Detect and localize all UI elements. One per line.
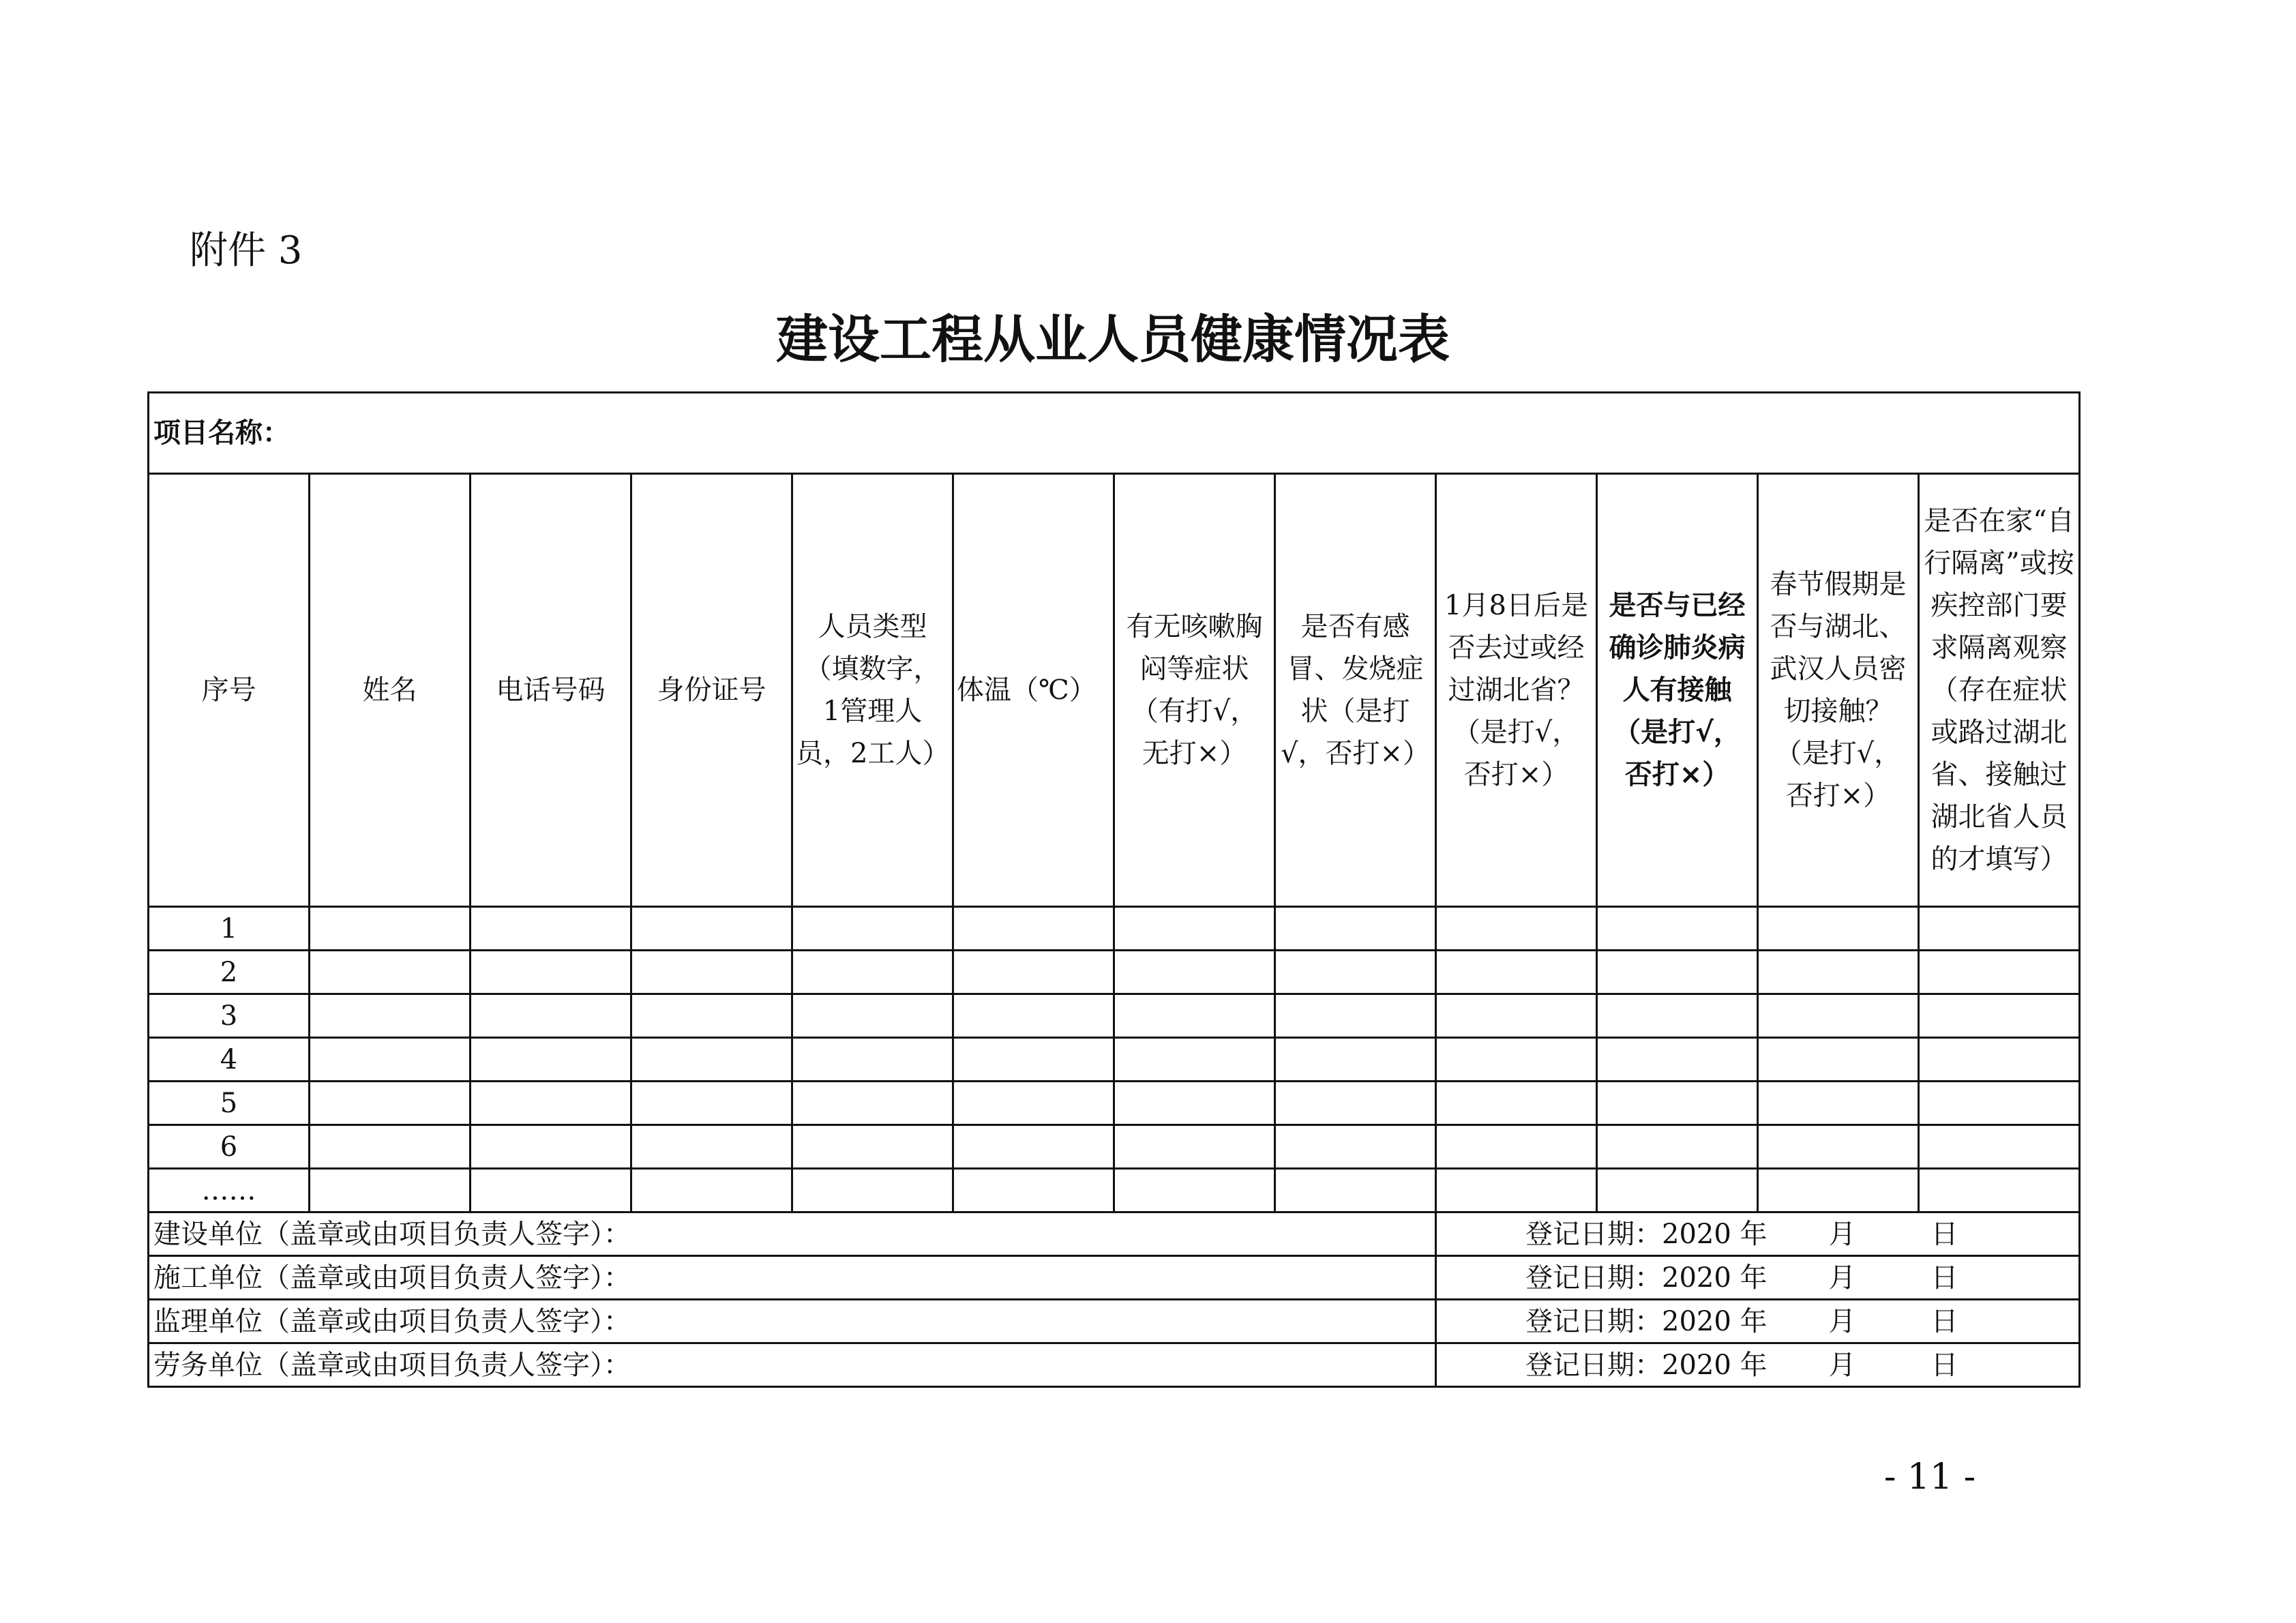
date-label: 登记日期：2020 年	[1525, 1218, 1768, 1250]
table-row	[149, 1038, 2080, 1082]
cell[interactable]	[310, 994, 471, 1038]
cell[interactable]	[310, 1082, 471, 1125]
cell[interactable]	[953, 1169, 1114, 1212]
cell[interactable]	[1114, 1125, 1275, 1169]
health-form-table	[147, 391, 2081, 1388]
cell[interactable]	[1597, 907, 1758, 951]
header-hubei-travel: 1月8日后是否去过或经过湖北省？（是打√，否打×）	[1436, 474, 1597, 907]
cell[interactable]	[953, 1125, 1114, 1169]
header-name: 姓名	[310, 474, 471, 907]
cell[interactable]	[1758, 1169, 1919, 1212]
cell[interactable]	[1436, 951, 1597, 994]
cell[interactable]	[471, 1169, 631, 1212]
date-month: 月	[1828, 1262, 1856, 1294]
header-temperature: 体温（℃）	[953, 474, 1114, 907]
cell[interactable]	[1114, 994, 1275, 1038]
table-row	[149, 951, 2080, 994]
cell[interactable]	[1758, 1125, 1919, 1169]
cell[interactable]	[1275, 994, 1436, 1038]
date-month: 月	[1828, 1349, 1856, 1381]
header-holiday-contact: 春节假期是否与湖北、武汉人员密切接触？（是打√，否打×）	[1758, 474, 1919, 907]
table-row	[149, 1082, 2080, 1125]
cell[interactable]	[1597, 1038, 1758, 1082]
cell[interactable]	[1919, 1082, 2080, 1125]
cell[interactable]	[953, 907, 1114, 951]
date-day: 日	[1930, 1349, 1958, 1381]
cell[interactable]	[1436, 1038, 1597, 1082]
signature-unit[interactable]: 施工单位（盖章或由项目负责人签字）：	[149, 1256, 1436, 1300]
row-index: 1	[149, 907, 310, 951]
cell[interactable]	[1114, 1082, 1275, 1125]
cell[interactable]	[631, 1125, 792, 1169]
cell[interactable]	[1597, 1169, 1758, 1212]
cell[interactable]	[631, 994, 792, 1038]
cell[interactable]	[1436, 1125, 1597, 1169]
cell[interactable]	[953, 1082, 1114, 1125]
table-row	[149, 994, 2080, 1038]
header-cough-symptoms: 有无咳嗽胸闷等症状（有打√，无打×）	[1114, 474, 1275, 907]
project-name-label[interactable]: 项目名称：	[149, 393, 2080, 474]
cell[interactable]	[1597, 1082, 1758, 1125]
cell[interactable]	[310, 1038, 471, 1082]
cell[interactable]	[792, 994, 953, 1038]
cell[interactable]	[1919, 951, 2080, 994]
cell[interactable]	[471, 994, 631, 1038]
table-row	[149, 1125, 2080, 1169]
cell[interactable]	[1436, 1169, 1597, 1212]
date-month: 月	[1828, 1305, 1856, 1337]
cell[interactable]	[471, 951, 631, 994]
cell[interactable]	[471, 1125, 631, 1169]
date-label: 登记日期：2020 年	[1525, 1262, 1768, 1294]
header-confirmed-contact: 是否与已经确诊肺炎病人有接触（是打√，否打×）	[1597, 474, 1758, 907]
page-number: - 11 -	[1883, 1457, 1976, 1498]
date-month: 月	[1828, 1218, 1856, 1250]
cell[interactable]	[1114, 907, 1275, 951]
registration-date[interactable]	[1436, 1343, 2080, 1387]
table-row	[149, 1169, 2080, 1212]
cell[interactable]	[471, 1038, 631, 1082]
signature-unit[interactable]: 监理单位（盖章或由项目负责人签字）：	[149, 1300, 1436, 1343]
registration-date[interactable]	[1436, 1256, 2080, 1300]
cell[interactable]	[953, 1038, 1114, 1082]
cell[interactable]	[1758, 1038, 1919, 1082]
cell[interactable]	[310, 1169, 471, 1212]
cell[interactable]	[953, 994, 1114, 1038]
cell[interactable]	[1758, 994, 1919, 1038]
cell[interactable]	[631, 1038, 792, 1082]
cell[interactable]	[631, 951, 792, 994]
signature-unit[interactable]: 劳务单位（盖章或由项目负责人签字）：	[149, 1343, 1436, 1387]
header-row	[149, 474, 2080, 907]
cell[interactable]	[631, 1082, 792, 1125]
cell[interactable]	[1275, 1125, 1436, 1169]
cell[interactable]	[1275, 907, 1436, 951]
cell[interactable]	[631, 907, 792, 951]
project-name-row	[149, 393, 2080, 474]
cell[interactable]	[1919, 1125, 2080, 1169]
cell[interactable]	[792, 1169, 953, 1212]
cell[interactable]	[792, 907, 953, 951]
cell[interactable]	[1919, 1038, 2080, 1082]
cell[interactable]	[631, 1169, 792, 1212]
cell[interactable]	[792, 1082, 953, 1125]
header-staff-type: 人员类型（填数字，1管理人员，2工人）	[792, 474, 953, 907]
cell[interactable]	[1436, 1082, 1597, 1125]
row-index: 3	[149, 994, 310, 1038]
cell[interactable]	[1275, 1038, 1436, 1082]
registration-date[interactable]	[1436, 1212, 2080, 1256]
date-label: 登记日期：2020 年	[1525, 1349, 1768, 1381]
cell[interactable]	[1275, 1082, 1436, 1125]
date-day: 日	[1930, 1262, 1958, 1294]
cell[interactable]	[1436, 907, 1597, 951]
cell[interactable]	[1758, 907, 1919, 951]
date-day: 日	[1930, 1305, 1958, 1337]
cell[interactable]	[792, 1038, 953, 1082]
row-index: 4	[149, 1038, 310, 1082]
row-index: 5	[149, 1082, 310, 1125]
cell[interactable]	[1919, 1169, 2080, 1212]
date-label: 登记日期：2020 年	[1525, 1305, 1768, 1337]
row-index: 2	[149, 951, 310, 994]
header-phone: 电话号码	[471, 474, 631, 907]
signature-row	[149, 1300, 2080, 1343]
cell[interactable]	[1114, 1169, 1275, 1212]
cell[interactable]	[1114, 1038, 1275, 1082]
cell[interactable]	[1275, 951, 1436, 994]
cell[interactable]	[792, 1125, 953, 1169]
cell[interactable]	[1919, 994, 2080, 1038]
date-day: 日	[1930, 1218, 1958, 1250]
cell[interactable]	[310, 951, 471, 994]
cell[interactable]	[1758, 1082, 1919, 1125]
cell[interactable]	[1597, 951, 1758, 994]
cell[interactable]	[1436, 994, 1597, 1038]
header-isolation: 是否在家“自行隔离”或按疾控部门要求隔离观察（存在症状或路过湖北省、接触过湖北省人员的才填写）	[1919, 474, 2080, 907]
registration-date[interactable]	[1436, 1300, 2080, 1343]
header-index: 序号	[149, 474, 310, 907]
signature-row	[149, 1343, 2080, 1387]
cell[interactable]	[1919, 907, 2080, 951]
header-id-number: 身份证号	[631, 474, 792, 907]
cell[interactable]	[1114, 951, 1275, 994]
cell[interactable]	[310, 1125, 471, 1169]
cell[interactable]	[310, 907, 471, 951]
attachment-label: 附件 3	[190, 228, 303, 273]
cell[interactable]	[1275, 1169, 1436, 1212]
cell[interactable]	[1758, 951, 1919, 994]
cell[interactable]	[471, 907, 631, 951]
row-index: 6	[149, 1125, 310, 1169]
cell[interactable]	[471, 1082, 631, 1125]
signature-unit[interactable]: 建设单位（盖章或由项目负责人签字）：	[149, 1212, 1436, 1256]
signature-row	[149, 1256, 2080, 1300]
header-cold-fever: 是否有感冒、发烧症状（是打√，否打×）	[1275, 474, 1436, 907]
cell[interactable]	[1597, 1125, 1758, 1169]
cell[interactable]	[953, 951, 1114, 994]
cell[interactable]	[1597, 994, 1758, 1038]
cell[interactable]	[792, 951, 953, 994]
row-index: ……	[149, 1169, 310, 1212]
document-title: 建设工程从业人员健康情况表	[776, 309, 1450, 370]
signature-row	[149, 1212, 2080, 1256]
table-row	[149, 907, 2080, 951]
